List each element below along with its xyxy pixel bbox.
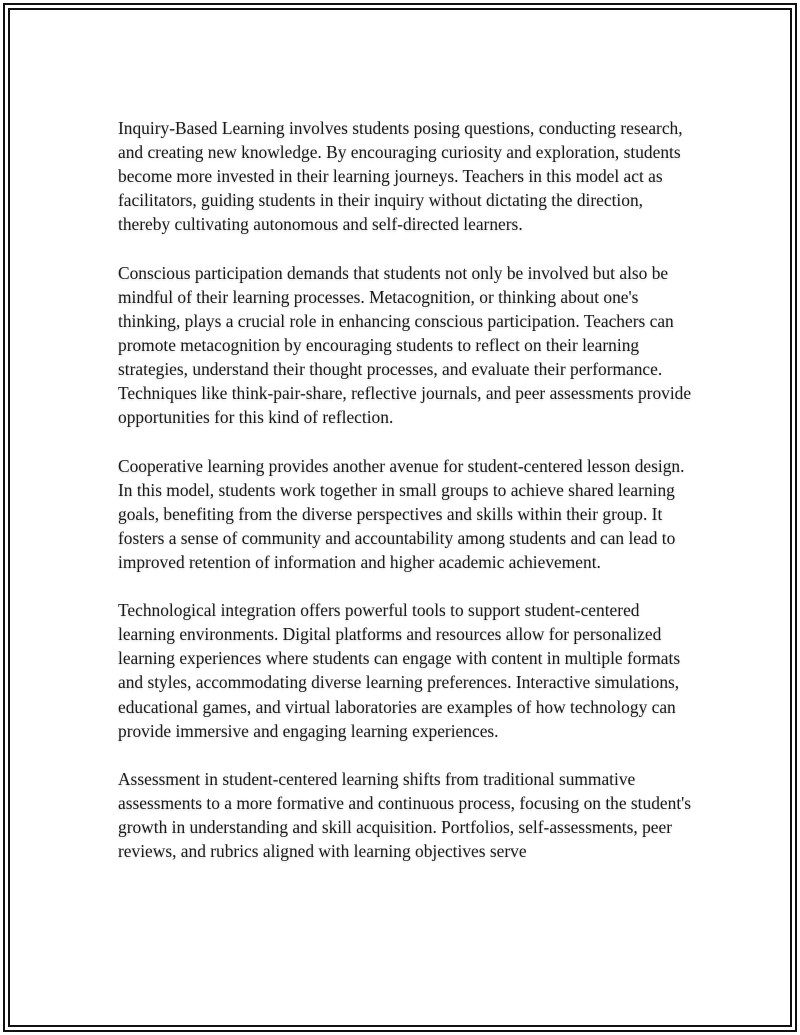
paragraph-cooperative-learning: Cooperative learning provides another avenue for student-centered lesson design. In this model, students work together in small groups to achieve shared learning goals, benefiting from the diverse perspectives and skills within their group. It fosters a sense of community and accountability among students and can lead to improved retention of information and higher academic achievement.	[118, 455, 685, 572]
paragraph-technological-integration: Technological integration offers powerful tools to support student-centered learning environments. Digital platforms and resources allow for personalized learning experiences where students can engage with content in multiple formats and styles, accommodating diverse learning preferences. Interactive simulations, educational games, and virtual laboratories are examples of how technology can provide immersive and engaging learning experiences.	[118, 600, 681, 741]
paragraph-inquiry-based-learning: Inquiry-Based Learning involves students posing questions, conducting research, and creating new knowledge. By encouraging curiosity and exploration, students become more invested in their learning journeys. Teachers in this model act as facilitators, guiding students in their inquiry without dictating the direction, thereby cultivating autonomous and self-directed learners.	[118, 118, 683, 235]
document-body	[118, 116, 692, 887]
paragraph-assessment: Assessment in student-centered learning shifts from traditional summative assessments to a more formative and continuous process, focusing on the student's growth in understanding and skill acquisition. Portfolios, self-assessments, peer reviews, and rubrics aligned with learning objectives serve	[118, 768, 692, 862]
paragraph-conscious-participation: Conscious participation demands that students not only be involved but also be mindful of their learning processes. Metacognition, or thinking about one's thinking, plays a crucial role in enhancing conscious participation. Teachers can promote metacognition by encouraging students to reflect on their learning strategies, understand their thought processes, and evaluate their performance. Techniques like think-pair-share, reflective journals, and peer assessments provide opportunities for this kind of reflection.	[118, 262, 692, 428]
